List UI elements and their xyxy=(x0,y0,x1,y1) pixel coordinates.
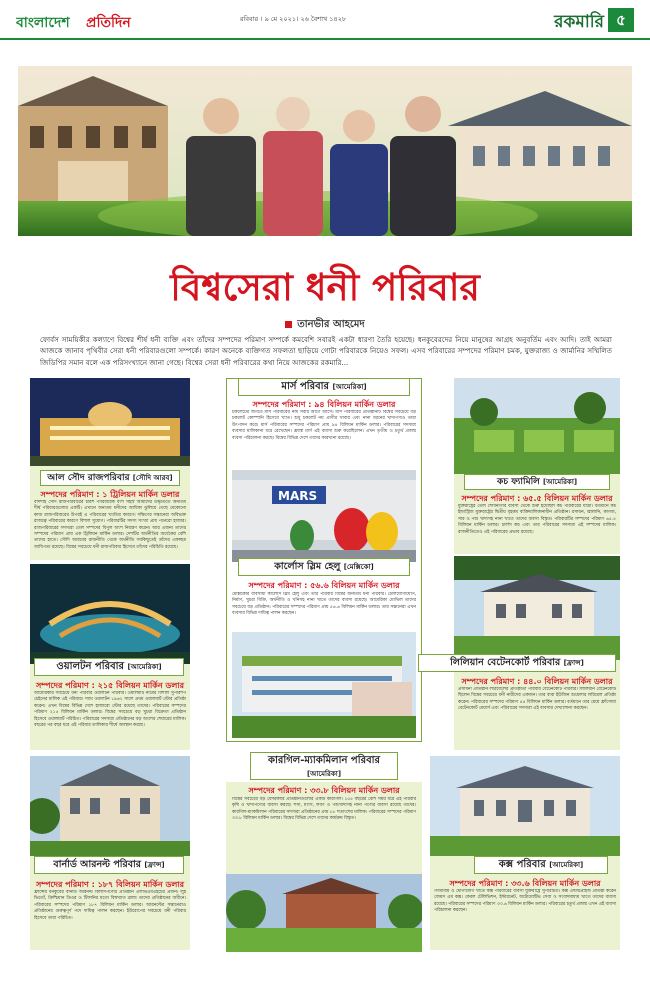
saud-text: বাদশাহ সৌদ রাজপরিবারের চারশ পারিবারিক বংশ সহস্র আমাদের উদ্ধৃতিতে অন্যতম শীর্ষ পরিবারগুলোর একটি। এখানে অন্যতম ধনীদের আধিক্য ঝুলিয়ে গেছে যেকোনো কাজ রাজপরিবারের উপরই এ পরিবারের খ্যাতির কারণে। দক্ষিণের সন্তানেরা অবিভক্ত রাজত্বে পরিবারের কারণে বিশাল সুযোগ। পরিবারটির সদস্য সংখ্যা প্রায় পনেরো হাজার। রাজপরিবারের সদস্যরা তেল সম্পদের বিপুল অংশ নিয়ন্ত্রণ করেন। আর এজন্য তাদের সম্পদের পরিমাণ প্রায় এক ট্রিলিয়ন মার্কিন ডলার। দেশটির অর্থনীতির অর্ধেকের বেশি তাদের হাতে। সৌদি আরবের রাজনীতি থেকে অর্থনীতি সবকিছুতেই তাঁদের একচ্ছত্র আধিপত্য রয়েছে। বিশ্বের সবচেয়ে ধনী রাজপরিবার হিসেবে তাঁদের পরিচিতি রয়েছে। xyxy=(34,500,186,550)
walton-resort-photo xyxy=(30,564,190,664)
svg-text:প্রতিদিন: প্রতিদিন xyxy=(86,15,131,31)
intro-paragraph: ফোর্বস সাময়িকীর কল্যাণে বিশ্বের শীর্ষ ধনী ব্যক্তি এবং তাঁদের সম্পদের পরিমাণ সম্পর্কে কমবেশি সবারই একটা ধারণা তৈরি হয়েছে। ধনকুবেরদের নিয়ে মানুষের আগ্রহ অনুবর্তিম এবং আদি। তাই আমরা আজকে জানাব পৃথিবীর সেরা ধনী পরিবারগুলো সম্পর্কে। কারণ অনেকে ব্যক্তিগত সফলতা ছাড়িয়ে গোটা পরিবারকে নিয়েও সফল। এসব পরিবারের সম্পদের পরিমাণ চমক, যুক্তরাজ্য ও জার্মানির সম্মিলিত জিডিপির সমান বলে এক পরিসংখ্যানে জানা গেছে। বিশ্বের সেরা ধনী পরিবারের কথা নিয়ে আজকের রকমারি... xyxy=(40,335,612,367)
arnault-name: বার্নার্ড আরনল্ট পরিবার xyxy=(53,859,141,870)
bettencourt-title xyxy=(418,654,616,672)
section-name: রকমারি xyxy=(554,12,604,32)
byline xyxy=(0,317,650,334)
carlos-building-photo xyxy=(232,632,416,738)
carlos-name: কার্লোস স্লিম হেলু xyxy=(274,561,341,572)
koch-text: যুক্তরাষ্ট্রের তেল শোধনাগার ব্যবসা থেকে শুরু হয়েছিল কচ পরিবারের যাত্রা। বর্তমানে কচ ইন্ডাস্ট্রিজ যুক্তরাষ্ট্রের দ্বিতীয় বৃহত্তম ব্যক্তিমালিকানাধীন প্রতিষ্ঠান। রসায়ন, জ্বালানি, কাগজ, সার ও পশু খাদ্যসহ নানা খাতে তাদের ব্যবসা বিস্তৃত। পরিবারটির সম্পদের পরিমাণ ৬৫.৫ বিলিয়ন মার্কিন ডলার। চার্লস কচ এবং তার পরিবারের সদস্যরা এই সম্পদের মালিক। রাজনীতিতেও এই পরিবারের প্রভাব রয়েছে। xyxy=(458,504,616,535)
carlos-text: মেক্সিকোর ব্যবসায়ী কার্লোস স্লিম হেলু এবং তার পরিবার বিশ্বের অন্যতম ধনী পরিবার। টেলিযোগাযোগ, নির্মাণ, খুচরা বিক্রি, অর্থনীতি ও খনিসহ নানা খাতে তাদের ব্যবসা রয়েছে। আমেরিকা মোভিল তাদের সবচেয়ে বড় প্রতিষ্ঠান। পরিবারের সম্পদের পরিমাণ প্রায় ৫৬.৬ বিলিয়ন মার্কিন ডলার। তার সন্তানেরা এখন ব্যবসার বিভিন্ন দায়িত্ব পালন করছেন। xyxy=(232,592,416,617)
carlos-country: [মেক্সিকো] xyxy=(343,563,374,571)
carlos-title xyxy=(238,558,410,576)
walton-name: ওয়ালটন পরিবার xyxy=(56,661,125,672)
page-number: ৫ xyxy=(608,8,634,32)
bettencourt-text: প্রসাধনী প্রতিষ্ঠান লরিয়েলের প্রতিষ্ঠাতা পরিবার বেটেনকোর্ট পরিবার। লিলিয়ান বেটেনকোর্ট ছিলেন বিশ্বের সবচেয়ে ধনী নারীদের একজন। তার বাবা ইউজিন শুয়েলার লরিয়েল প্রতিষ্ঠা করেন। পরিবারের সম্পদের পরিমাণ ৪৪ বিলিয়ন মার্কিন ডলার। বর্তমানে তার মেয়ে ফ্রাঁসোয়া বেটেনকোর্ট মেয়ার্স এবং পরিবারের সদস্যরা এই ব্যবসার দেখাশোনা করছেন। xyxy=(458,687,616,712)
headline: বিশ্বসেরা ধনী পরিবার xyxy=(170,266,480,309)
cargill-wealth: সম্পদের পরিমাণ : ৩৩.৮ বিলিয়ন মার্কিন ডলার xyxy=(248,786,400,795)
cox-name: কক্স পরিবার xyxy=(498,859,546,870)
bettencourt-country: [ফ্রান্স] xyxy=(563,659,584,667)
svg-text:MARS: MARS xyxy=(278,489,318,503)
koch-title xyxy=(464,474,610,490)
koch-country: [আমেরিকা] xyxy=(543,478,578,486)
logo-image xyxy=(16,10,156,32)
cox-wealth: সম্পদের পরিমাণ : ৩৩.৬ বিলিয়ন মার্কিন ডলার xyxy=(449,879,601,888)
newspaper-logo[interactable] xyxy=(16,8,156,34)
masthead xyxy=(0,0,650,40)
saud-palace-photo xyxy=(30,378,190,466)
mars-country: [আমেরিকা] xyxy=(332,383,367,391)
byline-marker xyxy=(285,321,292,328)
bettencourt-wealth: সম্পদের পরিমাণ : ৪৪.০ বিলিয়ন মার্কিন ডলার xyxy=(461,677,613,686)
walton-title xyxy=(34,658,184,676)
saud-country: [সৌদি আরব] xyxy=(132,474,173,482)
cargill-estate-photo xyxy=(226,874,422,952)
mars-title xyxy=(238,378,410,396)
cargill-name: কারগিল-ম্যাকমিলান পরিবার xyxy=(267,755,381,766)
cargill-text: বিশ্বের সবচেয়ে বড় বেসরকারি প্রতিষ্ঠানগুলোর একটি কারগিল। ১৫৫ বছরের বেশি সময় ধরে এই পরিবার কৃষি ও খাদ্যপণ্যের ব্যবসা করছে। শস্য, মাংস, লবণ ও পশুখাদ্যসহ নানা পণ্যের ব্যবসা রয়েছে তাদের। কারগিল-ম্যাকমিলান পরিবারের সদস্যরা প্রতিষ্ঠানের প্রায় ৮৮ শতাংশের মালিক। পরিবারের সম্পদের পরিমাণ ৩৩.৮ বিলিয়ন মার্কিন ডলার। বিশ্বের বিভিন্ন দেশে তাদের কার্যক্রম বিস্তৃত। xyxy=(232,797,416,822)
mars-wealth: সম্পদের পরিমাণ : ৯৪ বিলিয়ন মার্কিন ডলার xyxy=(252,400,396,409)
cargill-title xyxy=(250,752,398,780)
walton-country: [আমেরিকা] xyxy=(127,663,162,671)
saud-wealth: সম্পদের পরিমাণ : ১ ট্রিলিয়ন মার্কিন ডলার xyxy=(40,490,180,499)
saud-title xyxy=(40,470,180,486)
bettencourt-villa-photo xyxy=(454,556,620,660)
arnault-country: [ফ্রান্স] xyxy=(144,861,165,869)
arnault-wealth: সম্পদের পরিমাণ : ১৮৭ বিলিয়ন মার্কিন ডলার xyxy=(35,880,185,889)
walton-text: আমেরিকার সবচেয়ে ধনী পরিবার ওয়ালটন পরিবার। ওয়ালমার্ট নামের বিশাল সুপারশপ চেইনের মালিক এই পরিবার। স্যাম ওয়ালটন ১৯৬২ সালে প্রথম ওয়ালমার্ট স্টোর প্রতিষ্ঠা করেন। এখন বিশ্বের বিভিন্ন দেশে হাজারো স্টোর রয়েছে তাদের। পরিবারের সম্পদের পরিমাণ ২১৫ বিলিয়ন মার্কিন ডলার। বিশ্বের সবচেয়ে বড় খুচরা বিক্রেতা প্রতিষ্ঠান হিসেবে ওয়ালমার্ট পরিচিত। পরিবারের সদস্যরা প্রতিষ্ঠানের বড় অংশের শেয়ারের মালিক। বছরের পর বছর ধরে এই পরিবার তালিকার শীর্ষে অবস্থান করছে। xyxy=(34,691,186,729)
byline-author: তানভীর আহমেদ xyxy=(297,319,365,330)
carlos-wealth: সম্পদের পরিমাণ : ৫৬.৬ বিলিয়ন মার্কিন ডলার xyxy=(248,581,400,590)
cargill-country: [আমেরিকা] xyxy=(306,770,342,778)
bettencourt-name: লিলিয়ান বেটেনকোর্ট পরিবার xyxy=(450,657,561,668)
arnault-title xyxy=(34,856,184,874)
dateline: রবিবার । ৯ মে ২০২১। ২৬ বৈশাখ ১৪২৮ xyxy=(240,15,347,23)
svg-text:বাংলাদেশ: বাংলাদেশ xyxy=(16,15,70,31)
arnault-text: ফ্রান্সের ধনকুবের বার্নার্ড আরনল্ট বিলাসপণ্যের প্রতিষ্ঠান এলভিএমএইচের প্রধান। লুই ভিতোঁ, ক্রিশ্চিয়ান ডিওর ও টিফানির মতো বিশ্বখ্যাত ব্র্যান্ড তাদের প্রতিষ্ঠানের অধীনে। পরিবারের সম্পদের পরিমাণ ১৮৭ বিলিয়ন মার্কিন ডলার। আরনল্টের সন্তানেরাও প্রতিষ্ঠানের গুরুত্বপূর্ণ পদে দায়িত্ব পালন করছেন। ইউরোপের সবচেয়ে ধনী পরিবার হিসেবে তারা পরিচিত। xyxy=(34,890,186,921)
koch-garden-photo xyxy=(454,378,620,474)
koch-wealth: সম্পদের পরিমাণ : ৬৫.৫ বিলিয়ন মার্কিন ডলার xyxy=(461,494,613,503)
cox-title xyxy=(474,856,608,874)
walton-wealth: সম্পদের পরিমাণ : ২১৫ বিলিয়ন মার্কিন ডলার xyxy=(35,681,185,690)
arnault-chateau-photo xyxy=(30,756,190,856)
mars-name: মার্স পরিবার xyxy=(281,381,330,392)
mars-text: চকলেটের জগতে মার্স পরিবারের নাম সবার আগে আসে। মার্স পরিবারের প্রতিষ্ঠানটি বিশ্বের সবচেয়ে বড় চকলেট কোম্পানি হিসেবে খ্যাত। শুধু চকলেট নয় প্রাণীর খাবার এবং নানা ধরনের খাদ্যপণ্যও তারা উৎপাদন করে। মার্স পরিবারের সম্পদের পরিমাণ প্রায় ৯৪ বিলিয়ন মার্কিন ডলার। পরিবারের সদস্যরা ব্যবসার মালিকানা ধরে রেখেছেন। ফ্র্যাঙ্ক মার্স এই ব্যবসা শুরু করেছিলেন। এখন তৃতীয় ও চতুর্থ প্রজন্ম ব্যবসা পরিচালনা করছে। বিশ্বের বিভিন্ন দেশে তাদের কারখানা রয়েছে। xyxy=(232,410,416,441)
mars-building-photo xyxy=(232,470,416,562)
cox-country: [আমেরিকা] xyxy=(549,861,584,869)
cox-text: গণমাধ্যম ও যোগাযোগ খাতে কক্স পরিবারের ব্যবসা যুক্তরাষ্ট্রে সুপরিচিত। কক্স এন্টারপ্রাইজ প্রতিষ্ঠা করেন জেমস এম কক্স। কেবল টেলিভিশন, ইন্টারনেট, অটোমোটিভ সেবা ও সংবাদমাধ্যম খাতে তাদের ব্যবসা রয়েছে। পরিবারের সম্পদের পরিমাণ ৩৩.৬ বিলিয়ন মার্কিন ডলার। পরিবারের চতুর্থ প্রজন্ম এখন এই ব্যবসা পরিচালনা করছেন। xyxy=(434,889,616,914)
cox-mansion-photo xyxy=(430,756,620,856)
saud-name: আল সৌদ রাজপরিবার xyxy=(47,473,130,483)
hero-collage-image xyxy=(18,66,632,236)
koch-name: কচ ফ্যামিলি xyxy=(496,477,540,487)
